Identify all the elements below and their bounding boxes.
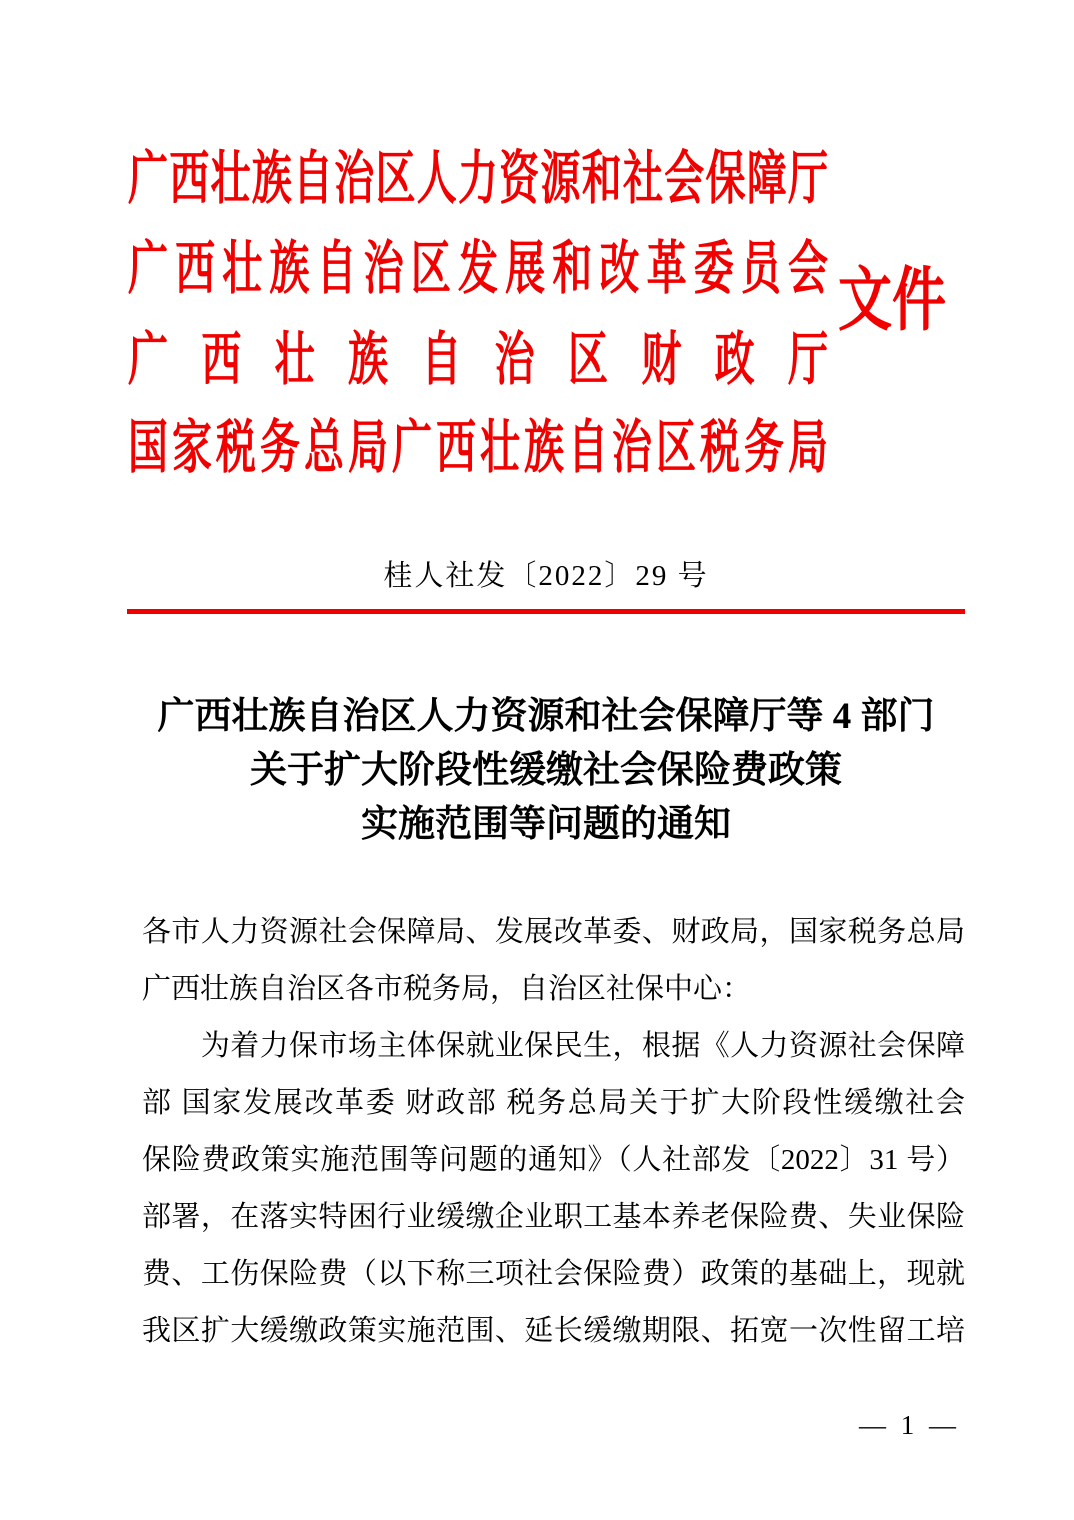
- document-title: [127, 690, 965, 852]
- letterhead-document-label: 文件: [838, 262, 946, 339]
- page-number: — 1 —: [859, 1410, 960, 1440]
- red-separator-rule: [127, 609, 965, 614]
- letterhead-agency-line-1: 广西壮族自治区人力资源和社会保障厅: [128, 145, 828, 211]
- letterhead-agency-line-3: 广西壮族自治区财政厅: [128, 326, 828, 392]
- body-line: 费、工伤保险费（以下称三项社会保险费）政策的基础上，现就: [142, 1258, 965, 1290]
- document-title-line-2: 关于扩大阶段性缓缴社会保险费政策: [250, 750, 842, 791]
- body-line: 我区扩大缓缴政策实施范围、延长缓缴期限、拓宽一次性留工培: [142, 1315, 965, 1347]
- letterhead-agency-line-2: 广西壮族自治区发展和改革委员会: [128, 235, 828, 301]
- body-line: 广西壮族自治区各市税务局，自治区社保中心：: [142, 973, 752, 1005]
- letterhead-agency-line-4: 国家税务总局广西壮族自治区税务局: [128, 414, 828, 480]
- body-line: 部 国家发展改革委 财政部 税务总局关于扩大阶段性缓缴社会: [142, 1087, 965, 1119]
- document-title-line-1: 广西壮族自治区人力资源和社会保障厅等 4 部门: [157, 696, 935, 737]
- body-line: 为着力保市场主体保就业保民生，根据《人力资源社会保障: [142, 1030, 965, 1062]
- document-title-line-3: 实施范围等问题的通知: [361, 804, 731, 845]
- document-reference-number: 桂人社发〔2022〕29 号: [383, 560, 709, 592]
- body-line: 各市人力资源社会保障局、发展改革委、财政局，国家税务总局: [142, 916, 965, 948]
- body-line: 保险费政策实施范围等问题的通知》（人社部发〔2022〕31 号）: [142, 1144, 965, 1176]
- body-line: 部署，在落实特困行业缓缴企业职工基本养老保险费、失业保险: [142, 1201, 965, 1233]
- document-body: [142, 904, 965, 1360]
